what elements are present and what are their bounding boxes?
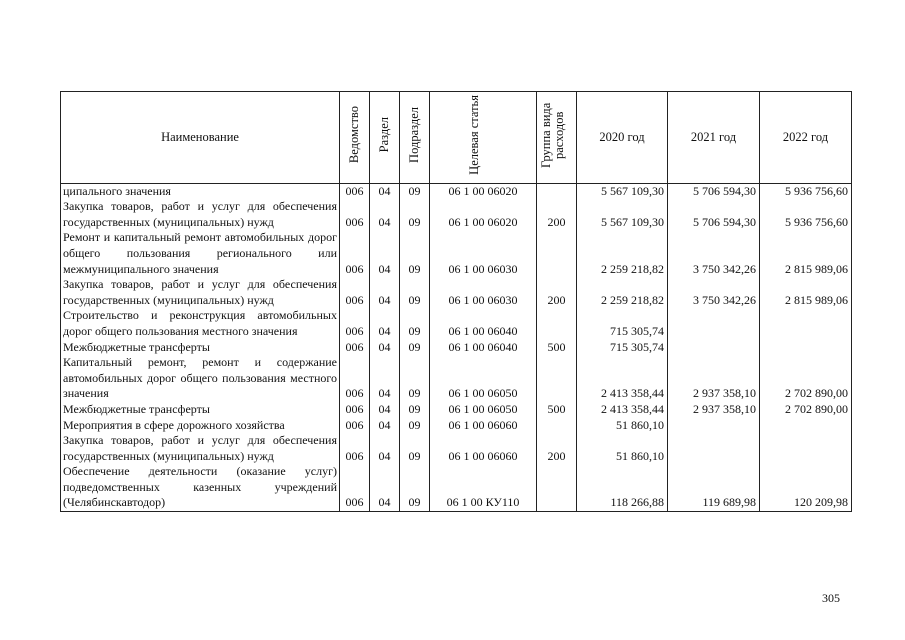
row-target: 06 1 00 06040: [430, 308, 537, 339]
row-2022: 2 702 890,00: [760, 355, 852, 402]
row-subsection: 09: [400, 418, 430, 434]
row-dept: 006: [340, 418, 370, 434]
row-target: 06 1 00 06020: [430, 199, 537, 230]
row-name: Мероприятия в сфере дорожного хозяйства: [61, 418, 340, 434]
row-target: 06 1 00 06050: [430, 355, 537, 402]
header-section: Раздел: [370, 92, 400, 184]
row-2020: 2 259 218,82: [577, 230, 668, 277]
page-number: 305: [822, 591, 840, 605]
row-group: [537, 464, 577, 511]
row-section: 04: [370, 183, 400, 199]
row-2022: 5 936 756,60: [760, 199, 852, 230]
row-group: [537, 183, 577, 199]
row-target: 06 1 00 06060: [430, 418, 537, 434]
row-group: [537, 418, 577, 434]
row-2020: 118 266,88: [577, 464, 668, 511]
row-name: Закупка товаров, работ и услуг для обеспечения государственных (муниципальных) нужд: [61, 277, 340, 308]
row-section: 04: [370, 199, 400, 230]
table-row: [61, 402, 852, 418]
row-2021: [668, 433, 760, 464]
row-section: 04: [370, 402, 400, 418]
row-2022: 120 209,98: [760, 464, 852, 511]
table-row: [61, 418, 852, 434]
row-dept: 006: [340, 199, 370, 230]
row-2022: [760, 308, 852, 339]
row-dept: 006: [340, 402, 370, 418]
row-target: 06 1 00 06030: [430, 230, 537, 277]
row-subsection: 09: [400, 355, 430, 402]
header-2020: 2020 год: [577, 92, 668, 184]
row-dept: 006: [340, 433, 370, 464]
row-name: Строительство и реконструкция автомобильных дорог общего пользования местного значения: [61, 308, 340, 339]
row-target: 06 1 00 06040: [430, 340, 537, 356]
row-name: Закупка товаров, работ и услуг для обеспечения государственных (муниципальных) нужд: [61, 433, 340, 464]
row-2022: 2 815 989,06: [760, 230, 852, 277]
row-2021: [668, 418, 760, 434]
row-group: 500: [537, 402, 577, 418]
row-2021: 3 750 342,26: [668, 277, 760, 308]
row-section: 04: [370, 230, 400, 277]
row-name: Закупка товаров, работ и услуг для обеспечения государственных (муниципальных) нужд: [61, 199, 340, 230]
row-2022: 5 936 756,60: [760, 183, 852, 199]
table-row: [61, 464, 852, 511]
row-target: 06 1 00 06020: [430, 183, 537, 199]
row-target: 06 1 00 06060: [430, 433, 537, 464]
row-2020: 51 860,10: [577, 418, 668, 434]
row-2020: 2 413 358,44: [577, 355, 668, 402]
row-section: 04: [370, 433, 400, 464]
row-2022: [760, 340, 852, 356]
row-dept: 006: [340, 340, 370, 356]
table-row: [61, 199, 852, 230]
row-name: Межбюджетные трансферты: [61, 340, 340, 356]
row-2021: [668, 308, 760, 339]
row-subsection: 09: [400, 402, 430, 418]
header-2022: 2022 год: [760, 92, 852, 184]
row-name: Ремонт и капитальный ремонт автомобильных дорог общего пользования регионального или межмуниципального значения: [61, 230, 340, 277]
row-subsection: 09: [400, 308, 430, 339]
row-target: 06 1 00 КУ110: [430, 464, 537, 511]
header-dept: Ведомство: [340, 92, 370, 184]
row-subsection: 09: [400, 464, 430, 511]
row-2020: 5 567 109,30: [577, 183, 668, 199]
header-target: Целевая статья: [430, 92, 537, 184]
row-name: Межбюджетные трансферты: [61, 402, 340, 418]
table-row: [61, 277, 852, 308]
row-name: Обеспечение деятельности (оказание услуг) подведомственных казенных учреждений (Челябинскавтодор): [61, 464, 340, 511]
row-group: 200: [537, 433, 577, 464]
row-2020: 51 860,10: [577, 433, 668, 464]
row-dept: 006: [340, 464, 370, 511]
row-name: ципального значения: [61, 183, 340, 199]
row-dept: 006: [340, 355, 370, 402]
row-2020: 715 305,74: [577, 340, 668, 356]
row-dept: 006: [340, 277, 370, 308]
row-2022: 2 815 989,06: [760, 277, 852, 308]
row-2021: 3 750 342,26: [668, 230, 760, 277]
row-2020: 5 567 109,30: [577, 199, 668, 230]
row-subsection: 09: [400, 433, 430, 464]
row-section: 04: [370, 340, 400, 356]
table-row: [61, 433, 852, 464]
row-2021: 2 937 358,10: [668, 402, 760, 418]
row-section: 04: [370, 464, 400, 511]
row-group: [537, 230, 577, 277]
table-row: [61, 355, 852, 402]
row-group: 200: [537, 277, 577, 308]
row-2022: 2 702 890,00: [760, 402, 852, 418]
row-2021: 5 706 594,30: [668, 199, 760, 230]
row-subsection: 09: [400, 199, 430, 230]
table-row: [61, 308, 852, 339]
row-2020: 2 259 218,82: [577, 277, 668, 308]
row-section: 04: [370, 277, 400, 308]
row-target: 06 1 00 06050: [430, 402, 537, 418]
row-dept: 006: [340, 183, 370, 199]
row-2022: [760, 433, 852, 464]
row-group: 500: [537, 340, 577, 356]
row-subsection: 09: [400, 340, 430, 356]
budget-table: [60, 91, 852, 512]
row-target: 06 1 00 06030: [430, 277, 537, 308]
row-subsection: 09: [400, 277, 430, 308]
row-group: [537, 308, 577, 339]
header-row: [61, 92, 852, 184]
table-row: [61, 183, 852, 199]
row-subsection: 09: [400, 230, 430, 277]
row-dept: 006: [340, 308, 370, 339]
row-group: 200: [537, 199, 577, 230]
row-2021: [668, 340, 760, 356]
header-subsection: Подраздел: [400, 92, 430, 184]
row-subsection: 09: [400, 183, 430, 199]
row-section: 04: [370, 308, 400, 339]
table-row: [61, 340, 852, 356]
row-2020: 2 413 358,44: [577, 402, 668, 418]
header-group: Группа вида расходов: [537, 92, 577, 184]
row-name: Капитальный ремонт, ремонт и содержание автомобильных дорог общего пользования местного значения: [61, 355, 340, 402]
row-2021: 5 706 594,30: [668, 183, 760, 199]
row-dept: 006: [340, 230, 370, 277]
row-2022: [760, 418, 852, 434]
row-2021: 2 937 358,10: [668, 355, 760, 402]
header-name: Наименование: [61, 92, 340, 184]
row-2021: 119 689,98: [668, 464, 760, 511]
row-section: 04: [370, 355, 400, 402]
row-group: [537, 355, 577, 402]
row-2020: 715 305,74: [577, 308, 668, 339]
table-row: [61, 230, 852, 277]
row-section: 04: [370, 418, 400, 434]
header-2021: 2021 год: [668, 92, 760, 184]
